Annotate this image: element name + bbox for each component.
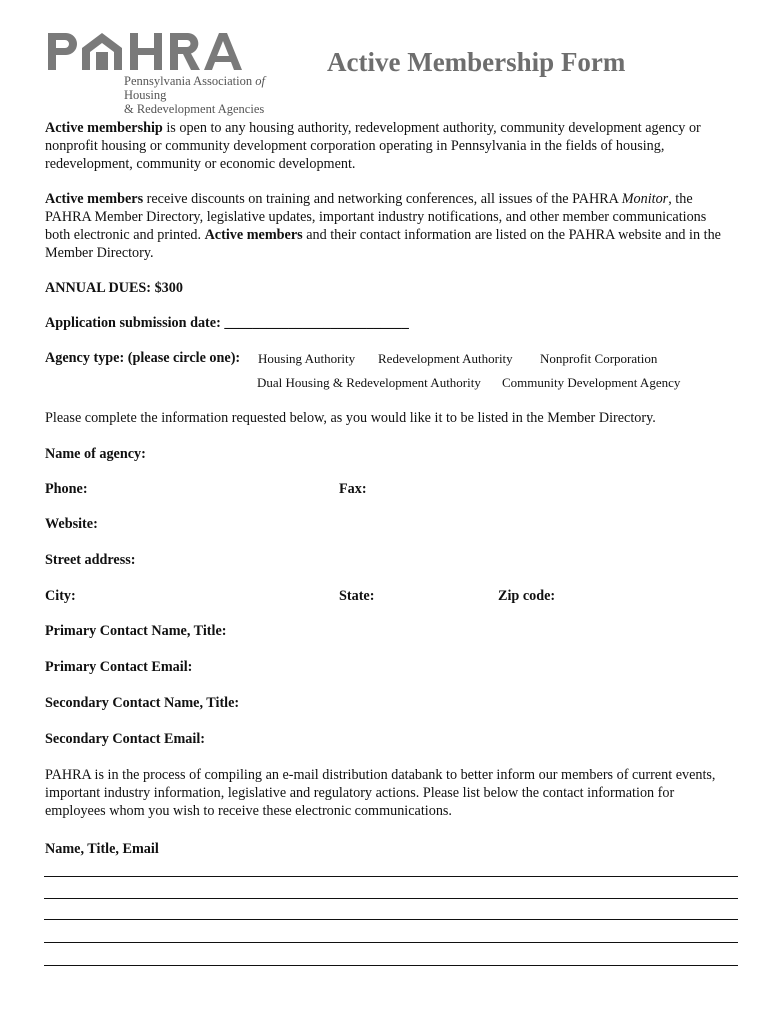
zip-code-field[interactable]: Zip code: — [498, 588, 556, 604]
option-housing-authority[interactable]: Housing Authority — [258, 351, 356, 366]
pahra-logo-mark — [46, 30, 246, 72]
option-dual-authority[interactable]: Dual Housing & Redevelopment Authority — [257, 375, 481, 390]
primary-contact-field[interactable]: Primary Contact Name, Title: — [45, 623, 227, 639]
submission-date-field[interactable]: Application submission date: __________________________ — [45, 315, 409, 331]
street-address-field[interactable]: Street address: — [45, 552, 136, 568]
databank-description: PAHRA is in the process of compiling an e-mail distribution databank to better inform our members of current events, important industry information, legislative and regulatory actions. Please list below the contact information for employees whom you wish to receive these electronic communications. — [45, 767, 716, 819]
write-in-line-1[interactable] — [44, 876, 738, 877]
form-title: Active Membership Form — [327, 47, 626, 77]
write-in-line-3[interactable] — [44, 919, 738, 920]
option-nonprofit-corporation[interactable]: Nonprofit Corporation — [540, 351, 658, 366]
primary-email-field[interactable]: Primary Contact Email: — [45, 659, 193, 675]
option-community-development-agency[interactable]: Community Development Agency — [502, 375, 681, 390]
logo-subtitle: Pennsylvania Association of Housing & Redevelopment Agencies — [124, 74, 265, 116]
write-in-line-4[interactable] — [44, 942, 738, 943]
city-field[interactable]: City: — [45, 588, 76, 604]
fax-field[interactable]: Fax: — [339, 481, 367, 497]
option-redevelopment-authority[interactable]: Redevelopment Authority — [378, 351, 513, 366]
write-in-line-2[interactable] — [44, 898, 738, 899]
directory-instructions: Please complete the information requested below, as you would like it to be listed in the Member Directory. — [45, 410, 656, 426]
write-in-line-5[interactable] — [44, 965, 738, 966]
member-benefits: Active members receive discounts on training and networking conferences, all issues of the PAHRA Monitor, the PAHRA Member Directory, legislative updates, important industry notifications, and other member communications both electronic and printed. Active members and their contact information are listed on the PAHRA website and in the Member Directory. — [45, 191, 721, 261]
secondary-email-field[interactable]: Secondary Contact Email: — [45, 731, 205, 747]
membership-description: Active membership is open to any housing authority, redevelopment authority, community development agency or nonprofit housing or community development corporation operating in Pennsylvania in the fields of housing, redevelopment, community or economic development. — [45, 120, 701, 172]
annual-dues: ANNUAL DUES: $300 — [45, 280, 183, 296]
agency-type-label: Agency type: (please circle one): — [45, 350, 241, 366]
website-field[interactable]: Website: — [45, 516, 98, 532]
secondary-contact-field[interactable]: Secondary Contact Name, Title: — [45, 695, 240, 711]
pahra-logo — [46, 30, 306, 116]
state-field[interactable]: State: — [339, 588, 375, 604]
list-label: Name, Title, Email — [45, 841, 159, 857]
phone-field[interactable]: Phone: — [45, 481, 88, 497]
agency-name-field[interactable]: Name of agency: — [45, 446, 146, 462]
